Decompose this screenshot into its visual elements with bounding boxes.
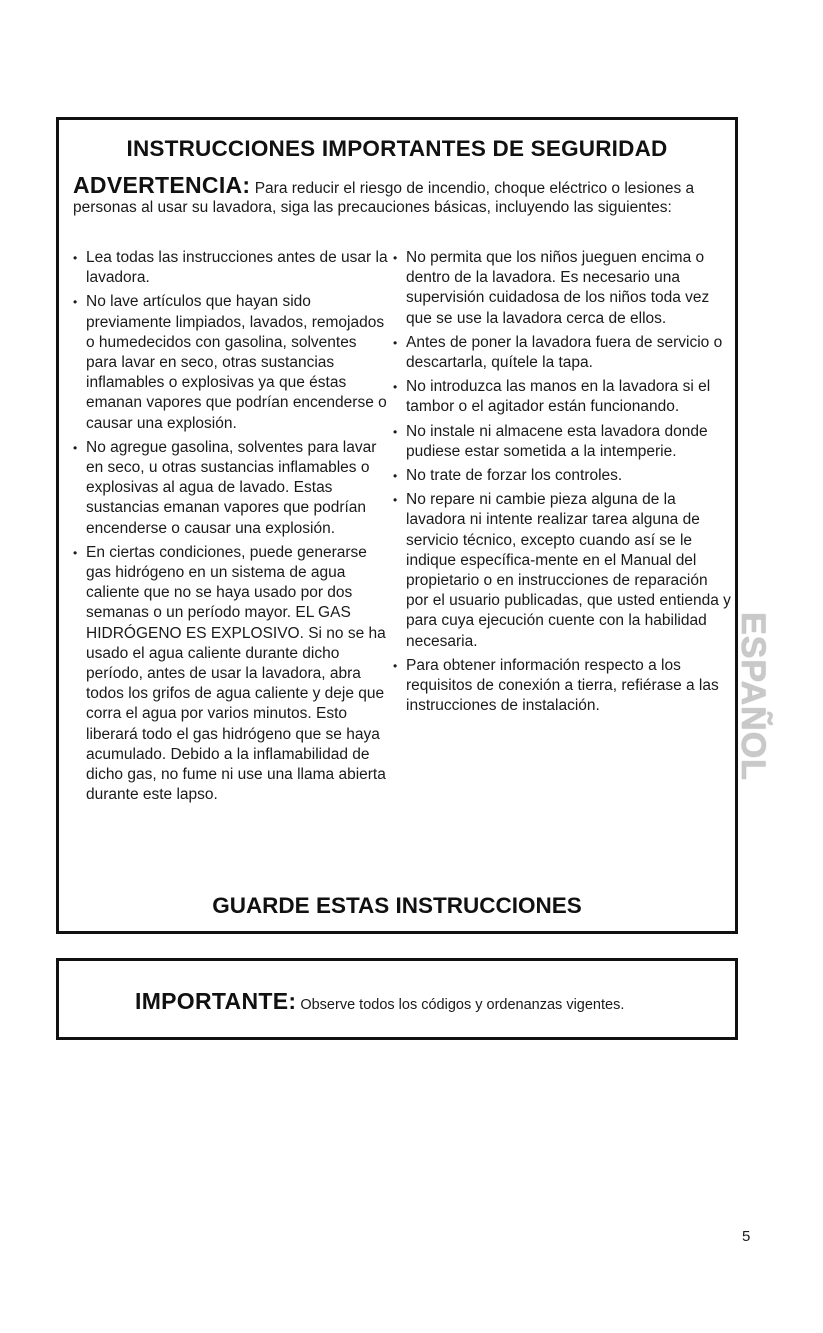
right-column: [393, 248, 733, 720]
important-notice-box: [56, 958, 738, 1040]
warning-text: Para reducir el riesgo de incendio, choque eléctrico o lesiones a personas al usar su lavadora, siga las precauciones básicas, incluyendo las siguientes:: [73, 180, 695, 216]
list-item: • No permita que los niños jueguen encima o dentro de la lavadora. Es necesario una supervisión cuidadosa de los niños toda vez que se use la lavadora cerca de ellos.: [393, 248, 733, 329]
safety-instructions-box: [56, 117, 738, 934]
left-column: [73, 248, 391, 809]
list-item: • En ciertas condiciones, puede generarse gas hidrógeno en un sistema de agua caliente que no se haya usado por dos semanas o un período mayor. EL GAS HIDRÓGENO ES EXPLOSIVO. Si no se ha usado el agua caliente durante dicho período, antes de usar la lavadora, abra todos los grifos de agua caliente y deje que corra el agua por varios minutos. Esto liberará todo el gas hidrógeno que se haya acumulado. Debido a la inflamabilidad de dicho gas, no fume ni use una llama abierta durante este lapso.: [73, 543, 391, 806]
language-side-tab: [733, 611, 772, 781]
save-instructions-title: GUARDE ESTAS INSTRUCCIONES: [212, 893, 582, 918]
left-bullet-list: [73, 248, 391, 805]
list-item: • No lave artículos que hayan sido previamente limpiados, lavados, remojados o humedecidos con gasolina, solventes para lavar en seco, otras sustancias inflamables o explosivas ya que éstas emanan vapores que podrían encenderse o causar una explosión.: [73, 292, 391, 433]
important-label: IMPORTANTE:: [135, 988, 297, 1014]
page-number: 5: [742, 1228, 751, 1245]
list-item: • Antes de poner la lavadora fuera de servicio o descartarla, quítele la tapa.: [393, 333, 733, 373]
list-item: • Lea todas las instrucciones antes de usar la lavadora.: [73, 248, 391, 288]
safety-title: INSTRUCCIONES IMPORTANTES DE SEGURIDAD: [126, 136, 668, 161]
right-bullet-list: [393, 248, 733, 716]
warning-label: ADVERTENCIA:: [73, 172, 251, 198]
list-item: • Para obtener información respecto a los requisitos de conexión a tierra, refiérase a las instrucciones de instalación.: [393, 656, 733, 717]
language-tab-label: ESPAÑOL: [733, 611, 772, 781]
list-item: • No instale ni almacene esta lavadora donde pudiese estar sometida a la intemperie.: [393, 422, 733, 462]
warning-paragraph: [73, 172, 721, 217]
list-item: • No introduzca las manos en la lavadora si el tambor o el agitador están funcionando.: [393, 377, 733, 417]
list-item: • No trate de forzar los controles.: [393, 466, 733, 486]
list-item: • No repare ni cambie pieza alguna de la lavadora ni intente realizar tarea alguna de servicio técnico, excepto cuando así se le indique específica-mente en el Manual del propietario o en instrucciones de reparación por el usuario publicadas, que usted entienda y para cuya ejecución cuente con la habilidad necesaria.: [393, 490, 733, 652]
list-item: • No agregue gasolina, solventes para lavar en seco, u otras sustancias inflamables o explosivas al agua de lavado. Estas sustancias emanan vapores que podrían encenderse o causar una explosión.: [73, 438, 391, 539]
important-text: Observe todos los códigos y ordenanzas vigentes.: [300, 997, 625, 1013]
important-notice: [135, 988, 624, 1015]
